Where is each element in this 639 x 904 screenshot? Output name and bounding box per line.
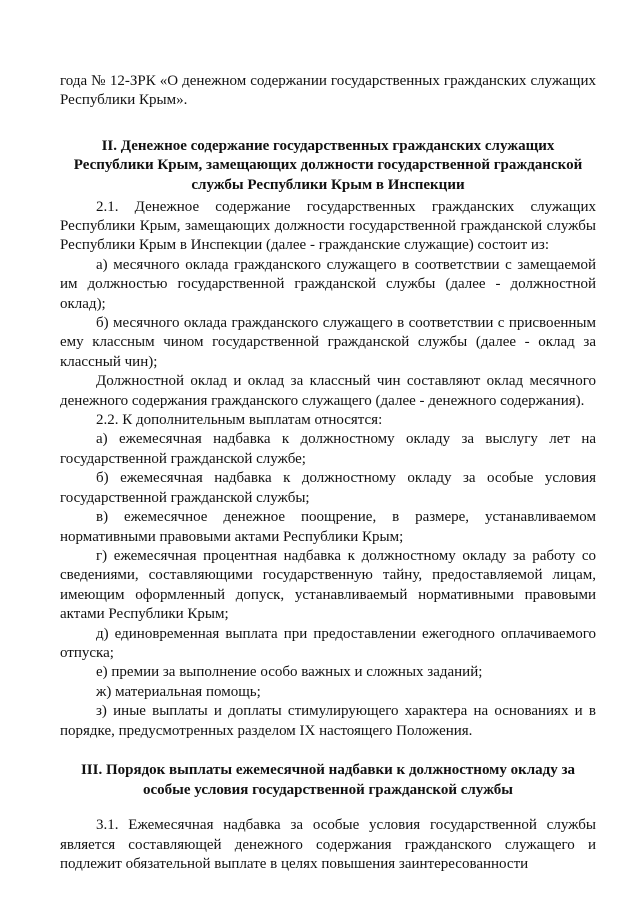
section-2-title: II. Денежное содержание государственных гражданских служащих Республики Крым, замещающих должности государственной гражданской службы Республики Крым в Инспекции xyxy=(73,137,583,193)
paragraph-2-2-b: б) ежемесячная надбавка к должностному окладу за особые условия государственной гражданской службы; xyxy=(60,470,596,506)
paragraph-2-1-a: а) месячного оклада гражданского служащего в соответствии с замещаемой им должностью государственной гражданской службы (далее - должностной оклад); xyxy=(60,256,596,312)
document-page xyxy=(60,72,596,874)
paragraph-2-2-z: з) иные выплаты и доплаты стимулирующего характера на основаниях и в порядке, предусмотренных разделом IX настоящего Положения. xyxy=(60,703,596,739)
paragraph-2-1-summary: Должностной оклад и оклад за классный чин составляют оклад месячного денежного содержания гражданского служащего (далее - денежного содержания). xyxy=(60,373,596,409)
paragraph-2-1: 2.1. Денежное содержание государственных гражданских служащих Республики Крым, замещающих должности государственной гражданской службы Республики Крым в Инспекции (далее - гражданские служащие) состоит из: xyxy=(60,198,596,254)
paragraph-2-2-g: г) ежемесячная процентная надбавка к должностному окладу за работу со сведениями, составляющими государственную тайну, предоставляемой лицам, имеющим оформленный допуск, устанавливаемый нормативными правовыми актами Республики Крым; xyxy=(60,547,596,623)
paragraph-2-2-a: а) ежемесячная надбавка к должностному окладу за выслугу лет на государственной гражданской службе; xyxy=(60,431,596,467)
paragraph-2-2-zh: ж) материальная помощь; xyxy=(96,683,261,700)
paragraph-2-2-d: д) единовременная выплата при предоставлении ежегодного оплачиваемого отпуска; xyxy=(60,625,596,661)
paragraph-2-2-v: в) ежемесячное денежное поощрение, в размере, устанавливаемом нормативными правовыми актами Республики Крым; xyxy=(60,509,596,545)
paragraph-2-2: 2.2. К дополнительным выплатам относятся: xyxy=(96,412,383,429)
section-3-title: III. Порядок выплаты ежемесячной надбавки к должностному окладу за особые условия государственной гражданской службы xyxy=(80,761,576,798)
paragraph-2-2-e: е) премии за выполнение особо важных и сложных заданий; xyxy=(96,664,483,681)
intro-paragraph: года № 12-ЗРК «О денежном содержании государственных гражданских служащих Республики Крым». xyxy=(60,73,596,109)
paragraph-3-1: 3.1. Ежемесячная надбавка за особые условия государственной службы является составляющей денежного содержания гражданского служащего и подлежит обязательной выплате в целях повышения заинтересованности xyxy=(60,817,596,872)
paragraph-2-1-b: б) месячного оклада гражданского служащего в соответствии с присвоенным ему классным чином государственной гражданской службы (далее - оклад за классный чин); xyxy=(60,315,596,370)
